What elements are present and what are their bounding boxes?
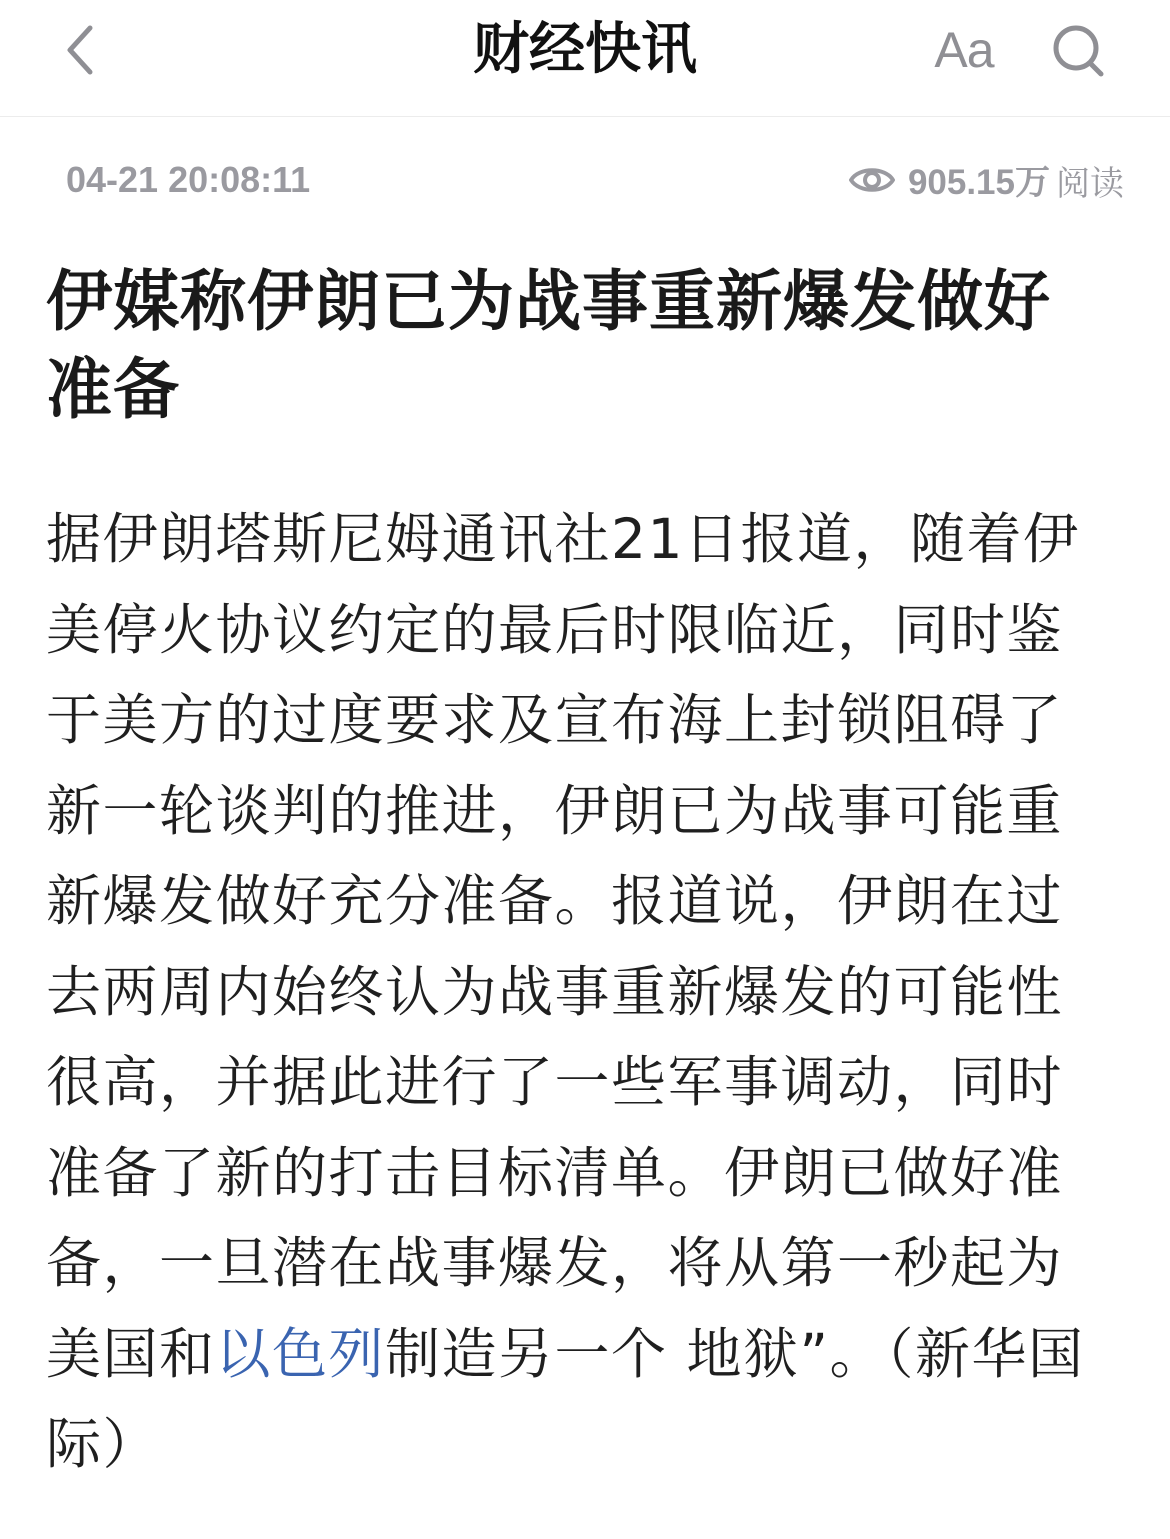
search-button[interactable]	[1046, 18, 1110, 82]
body-line: 于美方的过度要求及宣布海上封锁阻碍了	[46, 688, 1064, 752]
body-line: 美停火协议约定的最后时限临近，同时鉴	[46, 597, 1064, 662]
page-title: 财经快讯	[473, 17, 697, 82]
body-line: 据伊朗塔斯尼姆通讯社21日报道，随着伊	[46, 507, 1080, 571]
search-icon	[1050, 22, 1106, 78]
article-body	[46, 494, 1136, 1490]
top-nav-bar	[0, 0, 1170, 117]
body-line: 新一轮谈判的推进，伊朗已为战事可能重	[46, 778, 1064, 843]
article-headline	[46, 258, 1136, 434]
body-line	[46, 1309, 1136, 1400]
body-text-segment: 美国和	[46, 1321, 216, 1386]
body-line: 备，一旦潜在战事爆发，将从第一秒起为	[46, 1231, 1064, 1295]
body-line: 新爆发做好充分准备。报道说，伊朗在过	[46, 869, 1064, 933]
read-count-label: 阅读	[1056, 163, 1124, 204]
body-line: 去两周内始终认为战事重新爆发的可能性	[46, 959, 1064, 1024]
body-line: 准备了新的打击目标清单。伊朗已做好准	[46, 1140, 1064, 1205]
publish-timestamp: 04-21 20:08:11	[66, 159, 311, 200]
israel-topic-link[interactable]: 以色列	[215, 1321, 386, 1386]
body-text-segment: 制造另一个 地狱”。（新华国	[385, 1321, 1085, 1386]
read-count-value: 905.15万	[907, 163, 1050, 202]
headline-line: 准备	[46, 351, 180, 428]
read-count	[848, 156, 1124, 204]
body-line: 很高，并据此进行了一些军事调动，同时	[46, 1050, 1064, 1114]
eye-icon	[848, 162, 896, 198]
body-line: 际）	[46, 1412, 160, 1476]
headline-line: 伊媒称伊朗已为战事重新爆发做好	[46, 263, 1051, 340]
font-size-button[interactable]: Aa	[934, 22, 994, 78]
